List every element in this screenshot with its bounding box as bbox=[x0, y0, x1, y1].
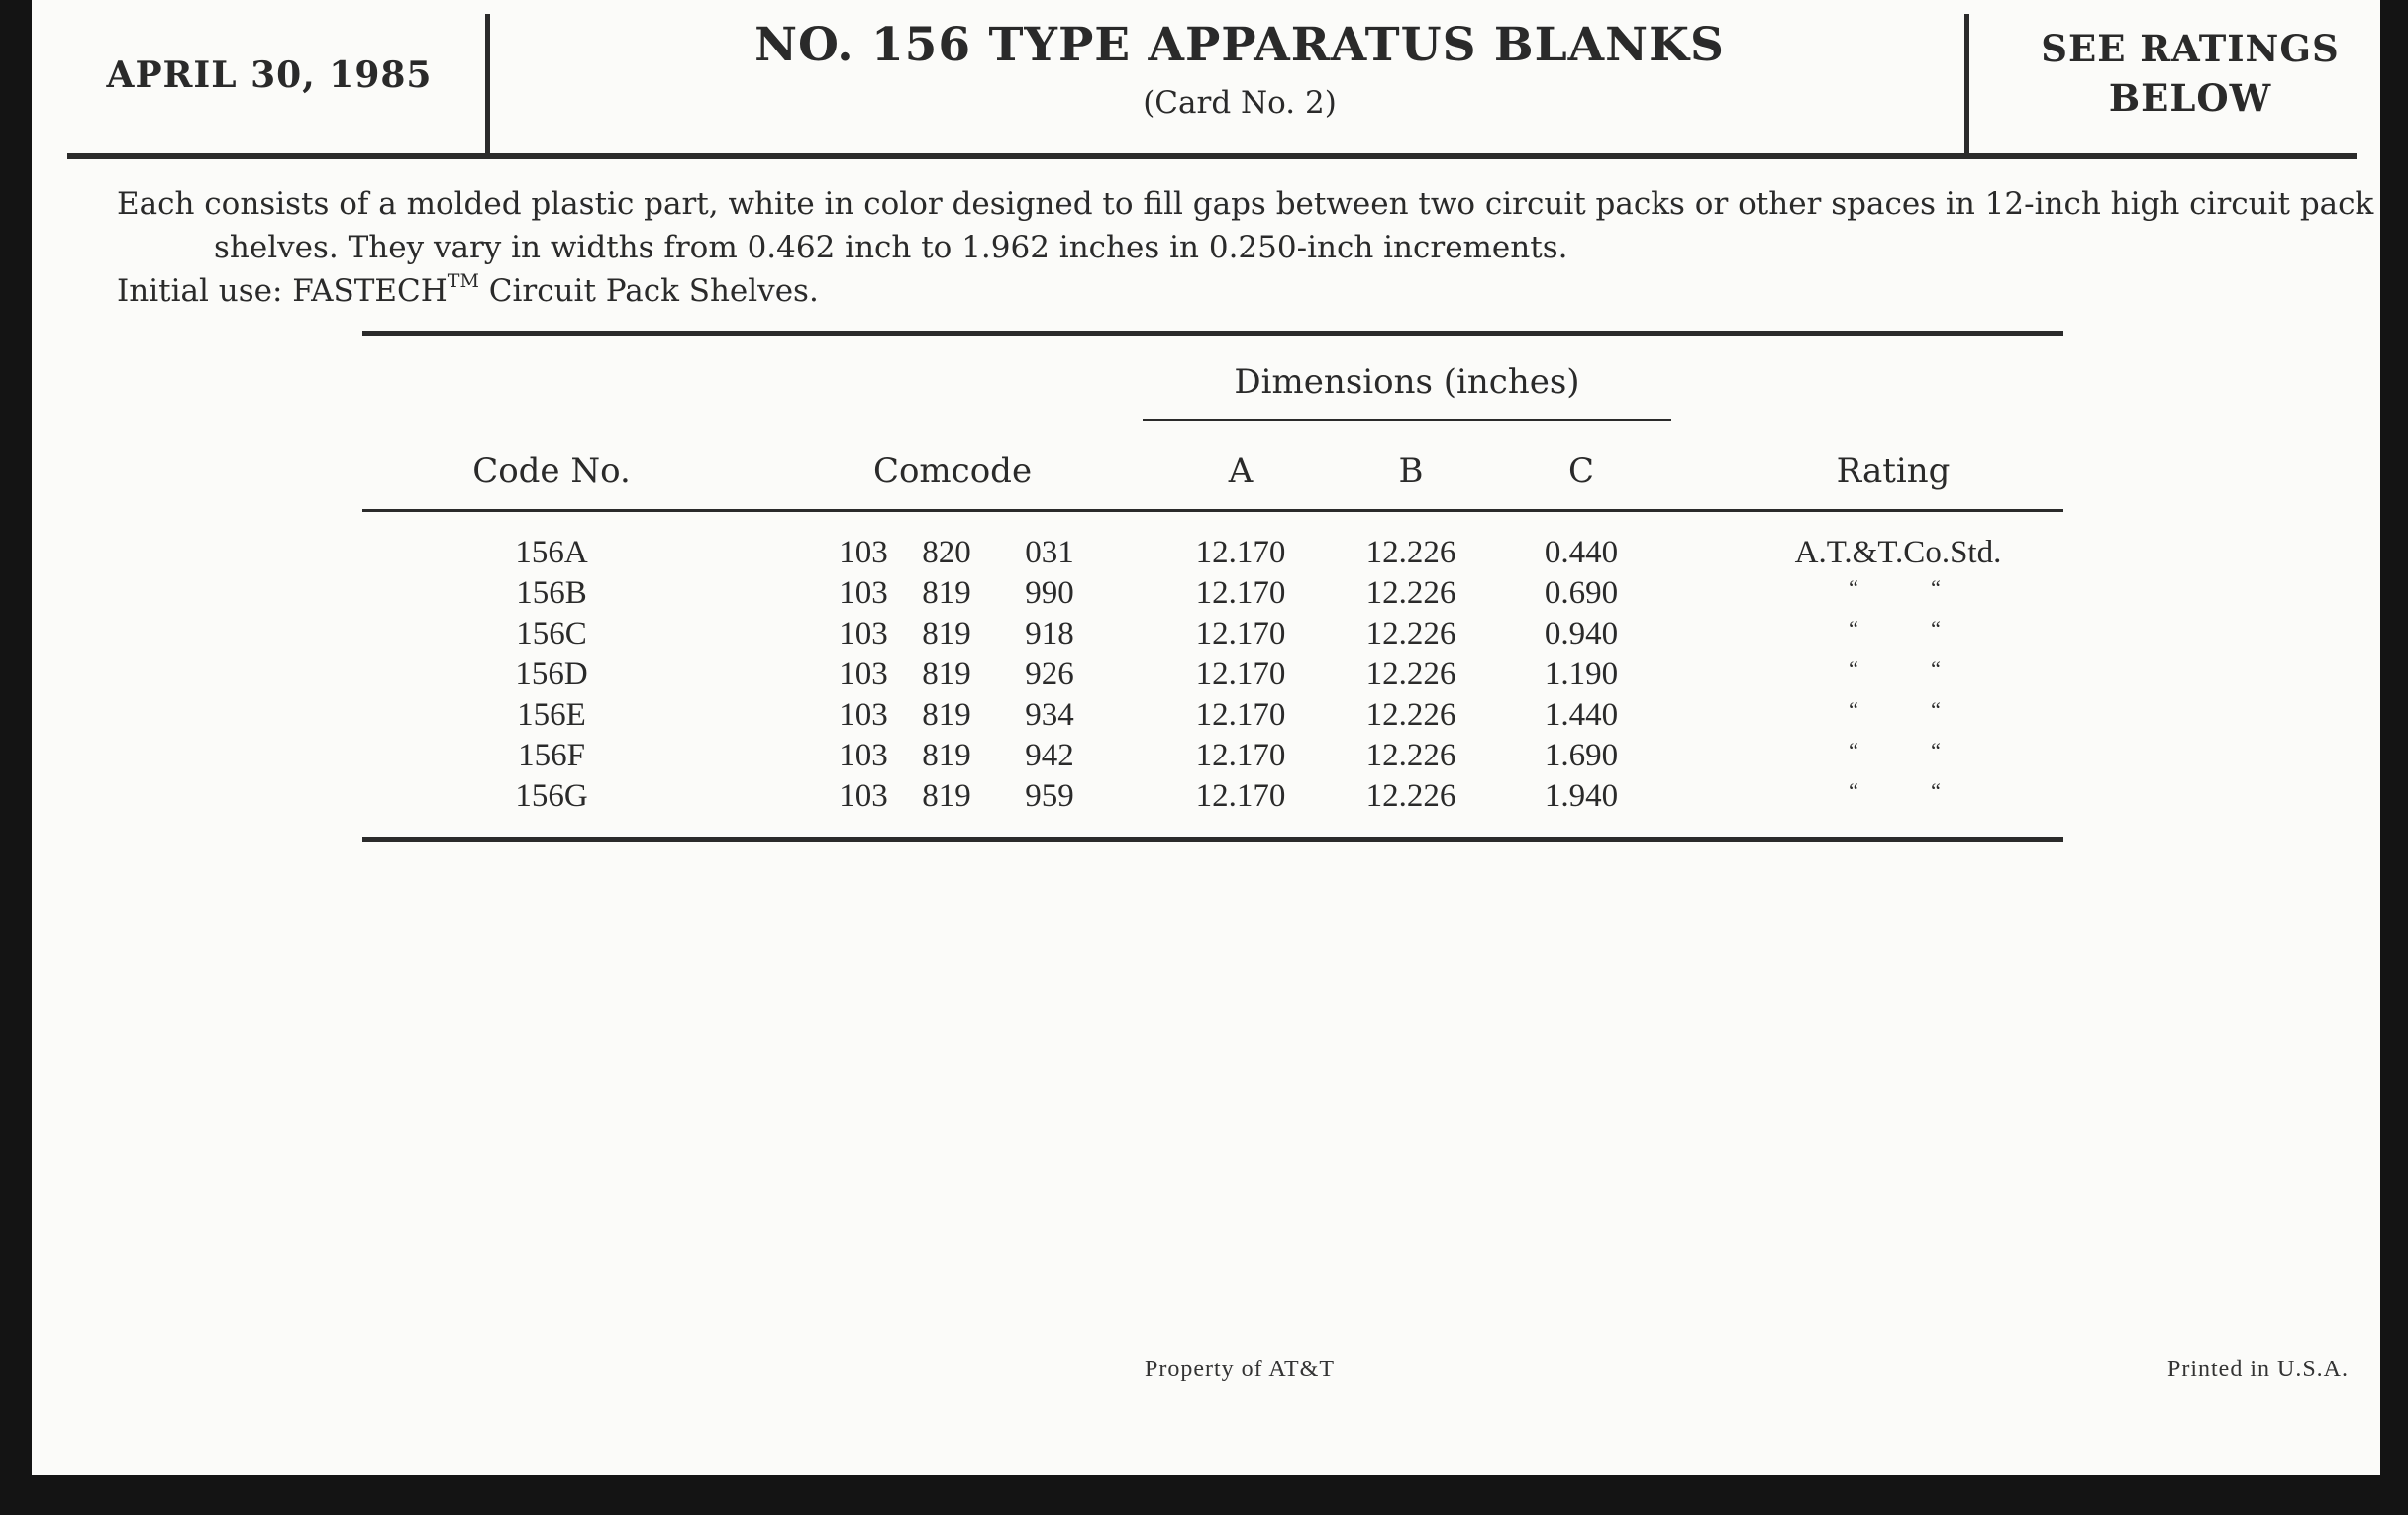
dimension-a-cell: 12.170 bbox=[1195, 738, 1286, 773]
ditto-mark: “ bbox=[1849, 738, 1858, 762]
ditto-mark: “ bbox=[1849, 778, 1858, 803]
dimension-a-header: A bbox=[1228, 452, 1254, 491]
description-line2: shelves. They vary in widths from 0.462 inch to 1.962 inches in 0.250-inch increments. bbox=[214, 230, 1568, 265]
comcode-part1: 103 bbox=[839, 656, 888, 692]
dimension-b-cell: 12.226 bbox=[1365, 575, 1456, 611]
ditto-mark: “ bbox=[1849, 656, 1858, 681]
comcode-part1: 103 bbox=[839, 616, 888, 652]
code-cell: 156D bbox=[515, 656, 588, 692]
dimension-b-header: B bbox=[1398, 452, 1424, 491]
comcode-part2: 819 bbox=[922, 738, 971, 773]
initial-use-suffix: Circuit Pack Shelves. bbox=[478, 273, 819, 309]
code-cell: 156C bbox=[516, 616, 587, 652]
initial-use-prefix: Initial use: FASTECH bbox=[117, 273, 448, 309]
comcode-part3: 990 bbox=[1025, 575, 1074, 611]
ratings-note bbox=[2002, 24, 2378, 123]
table-row bbox=[32, 778, 2380, 819]
description bbox=[117, 182, 2374, 313]
dimension-c-cell: 1.440 bbox=[1544, 697, 1619, 733]
dimension-b-cell: 12.226 bbox=[1365, 738, 1456, 773]
dimension-c-cell: 1.690 bbox=[1544, 738, 1619, 773]
dimension-c-cell: 0.440 bbox=[1544, 535, 1619, 570]
comcode-part3: 934 bbox=[1025, 697, 1074, 733]
comcode-part2: 820 bbox=[922, 535, 971, 570]
ditto-mark: “ bbox=[1849, 697, 1858, 722]
dimension-a-cell: 12.170 bbox=[1195, 535, 1286, 570]
table-row bbox=[32, 616, 2380, 656]
comcode-part2: 819 bbox=[922, 697, 971, 733]
ditto-mark: “ bbox=[1931, 575, 1941, 600]
dimension-b-cell: 12.226 bbox=[1365, 697, 1456, 733]
trademark-mark: TM bbox=[447, 270, 479, 292]
ditto-mark: “ bbox=[1931, 697, 1941, 722]
dimension-a-cell: 12.170 bbox=[1195, 778, 1286, 814]
dimension-a-cell: 12.170 bbox=[1195, 575, 1286, 611]
ratings-note-line2: BELOW bbox=[2108, 76, 2272, 120]
ditto-mark: “ bbox=[1931, 778, 1941, 803]
comcode-part1: 103 bbox=[839, 778, 888, 814]
issue-date: APRIL 30, 1985 bbox=[106, 54, 433, 96]
comcode-part3: 942 bbox=[1025, 738, 1074, 773]
dimension-a-cell: 12.170 bbox=[1195, 697, 1286, 733]
comcode-part1: 103 bbox=[839, 575, 888, 611]
description-line1: Each consists of a molded plastic part, white in color designed to fill gaps between two circuit packs or other spaces in 12-inch high circuit pack bbox=[117, 186, 2374, 222]
code-cell: 156E bbox=[517, 697, 586, 733]
initial-use bbox=[117, 269, 2374, 313]
code-cell: 156G bbox=[515, 778, 588, 814]
table-row bbox=[32, 738, 2380, 778]
table-bottom-rule bbox=[362, 837, 2063, 842]
dimension-b-cell: 12.226 bbox=[1365, 656, 1456, 692]
comcode-part1: 103 bbox=[839, 697, 888, 733]
code-cell: 156B bbox=[516, 575, 587, 611]
page-title: NO. 156 TYPE APPARATUS BLANKS bbox=[754, 18, 1725, 72]
dimension-c-cell: 0.690 bbox=[1544, 575, 1619, 611]
rating-cell: A.T.&T.Co.Std. bbox=[1794, 535, 2002, 570]
dimension-c-cell: 1.190 bbox=[1544, 656, 1619, 692]
code-cell: 156F bbox=[518, 738, 585, 773]
dimension-c-cell: 1.940 bbox=[1544, 778, 1619, 814]
comcode-part2: 819 bbox=[922, 616, 971, 652]
ratings-note-line1: SEE RATINGS bbox=[2041, 27, 2340, 70]
comcode-part2: 819 bbox=[922, 656, 971, 692]
rating-header: Rating bbox=[1836, 452, 1951, 491]
header-rule bbox=[67, 153, 2357, 159]
table-row bbox=[32, 575, 2380, 616]
ditto-mark: “ bbox=[1849, 575, 1858, 600]
dimension-c-header: C bbox=[1567, 452, 1594, 491]
dimension-a-cell: 12.170 bbox=[1195, 656, 1286, 692]
code-no-header: Code No. bbox=[472, 452, 631, 491]
comcode-part3: 959 bbox=[1025, 778, 1074, 814]
table-row bbox=[32, 656, 2380, 697]
table-row bbox=[32, 535, 2380, 575]
comcode-part2: 819 bbox=[922, 575, 971, 611]
comcode-part1: 103 bbox=[839, 738, 888, 773]
comcode-part3: 031 bbox=[1025, 535, 1074, 570]
ditto-mark: “ bbox=[1931, 738, 1941, 762]
ditto-mark: “ bbox=[1849, 616, 1858, 641]
table-row bbox=[32, 697, 2380, 738]
ditto-mark: “ bbox=[1931, 656, 1941, 681]
dimensions-group-header: Dimensions (inches) bbox=[1234, 362, 1580, 402]
catalog-card bbox=[32, 0, 2380, 1475]
dimension-a-cell: 12.170 bbox=[1195, 616, 1286, 652]
comcode-part3: 926 bbox=[1025, 656, 1074, 692]
dimension-b-cell: 12.226 bbox=[1365, 778, 1456, 814]
comcode-part3: 918 bbox=[1025, 616, 1074, 652]
property-notice: Property of AT&T bbox=[1145, 1357, 1335, 1382]
code-cell: 156A bbox=[515, 535, 588, 570]
dimensions-underline bbox=[1143, 419, 1671, 421]
comcode-part2: 819 bbox=[922, 778, 971, 814]
ditto-mark: “ bbox=[1931, 616, 1941, 641]
table-header-rule bbox=[362, 509, 2063, 512]
table-top-rule bbox=[362, 331, 2063, 336]
comcode-part1: 103 bbox=[839, 535, 888, 570]
dimension-c-cell: 0.940 bbox=[1544, 616, 1619, 652]
header-divider-right bbox=[1964, 14, 1969, 158]
dimension-b-cell: 12.226 bbox=[1365, 616, 1456, 652]
dimension-b-cell: 12.226 bbox=[1365, 535, 1456, 570]
card-number: (Card No. 2) bbox=[1143, 85, 1337, 121]
comcode-header: Comcode bbox=[872, 452, 1033, 491]
printed-notice: Printed in U.S.A. bbox=[2166, 1357, 2349, 1382]
